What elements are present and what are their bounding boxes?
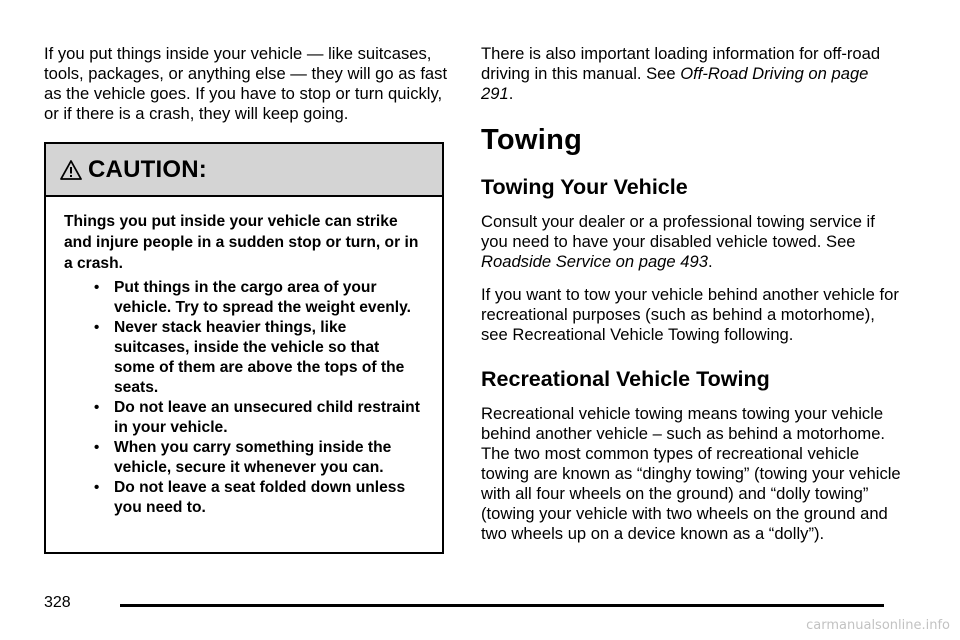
roadside-reference: Roadside Service on page 493 — [481, 252, 708, 271]
caution-bullet: • Do not leave a seat folded down unless you need to. — [86, 478, 424, 518]
heading-recreational-vehicle-towing: Recreational Vehicle Towing — [481, 367, 770, 391]
towing-text: Consult your dealer or a professional towing service if you need to have your disabled vehicle towed. See — [481, 212, 875, 251]
caution-header — [46, 144, 442, 197]
offroad-text: There is also important loading information for off-road driving in this manual. See — [481, 44, 881, 83]
towing-paragraph — [481, 212, 901, 272]
caution-bullet: • When you carry something inside the vehicle, secure it whenever you can. — [86, 438, 424, 478]
caution-bullet: • Do not leave an unsecured child restraint in your vehicle. — [86, 398, 424, 438]
towing-end: . — [707, 252, 713, 271]
warning-triangle-icon — [60, 160, 82, 180]
watermark: carmanualsonline.info — [806, 618, 950, 633]
left-column — [44, 44, 448, 554]
caution-box — [44, 142, 444, 554]
page-number: 328 — [44, 594, 71, 611]
caution-list — [64, 278, 424, 518]
caution-lead: Things you put inside your vehicle can strike and injure people in a sudden stop or turn, or in a crash. — [64, 213, 419, 272]
recreational-ref-paragraph: If you want to tow your vehicle behind another vehicle for recreational purposes (such as behind a motorhome), see Recreational Vehicle Towing following. — [481, 285, 899, 344]
recreational-paragraph: Recreational vehicle towing means towing your vehicle behind another vehicle – such as behind a motorhome. The two most common types of recreational vehicle towing are known as “dinghy towing” (towing your vehicle with all four wheels on the ground) and “dolly towing” (towing your vehicle with two wheels on the ground and two wheels up on a device known as a “dolly”). — [481, 404, 901, 543]
caution-bullet: • Put things in the cargo area of your vehicle. Try to spread the weight evenly. — [86, 278, 424, 318]
caution-bullet: • Never stack heavier things, like suitcases, inside the vehicle so that some of them are above the tops of the seats. — [86, 318, 424, 398]
intro-paragraph: If you put things inside your vehicle — like suitcases, tools, packages, or anything else — they will go as fast as the vehicle goes. If you have to stop or turn quickly, or if there is a crash, they will keep going. — [44, 44, 448, 123]
footer-rule — [120, 604, 884, 607]
section-title-towing: Towing — [481, 124, 583, 156]
right-column — [481, 44, 901, 544]
offroad-paragraph — [481, 44, 901, 104]
caution-title: CAUTION: — [88, 155, 207, 183]
offroad-end: . — [508, 84, 514, 103]
caution-body — [46, 197, 442, 518]
offroad-reference: Off-Road Driving on page 291 — [481, 64, 869, 103]
heading-towing-your-vehicle: Towing Your Vehicle — [481, 175, 688, 199]
